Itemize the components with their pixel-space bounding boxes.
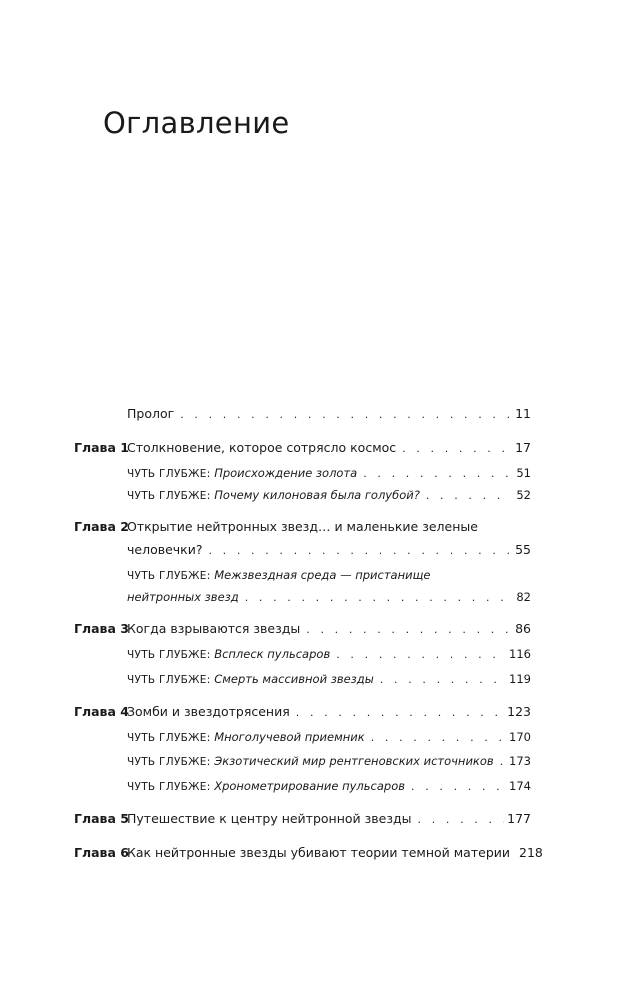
sub-title: Хронометрирование пульсаров [214,779,406,793]
toc-entry-row [127,438,531,459]
sub-label: ЧУТЬ ГЛУБЖЕ: [127,781,211,793]
entry-title [127,463,357,484]
toc-entry-row [127,404,531,425]
page-title: Оглавление [103,106,290,140]
toc-entry-row [127,463,531,484]
dot-leader [306,620,512,640]
chapter-label: Глава 4 [74,704,129,719]
toc-entry-chapter-3[interactable] [0,619,644,639]
chapter-label: Глава 5 [74,811,129,826]
page-number: 82 [516,590,531,604]
toc-entry-row [127,669,531,690]
dot-leader [180,405,512,425]
entry-title [127,669,374,690]
toc-entry-row [127,565,531,586]
toc-entry-chapter-2-cont[interactable] [0,540,644,560]
toc-entry-chapter-6[interactable] [0,843,644,863]
toc-entry-row [127,776,531,797]
toc-subentry[interactable] [0,463,644,483]
toc-subentry[interactable] [0,669,644,689]
toc-entry-row [127,587,531,608]
toc-entry-row [127,540,531,561]
toc-subentry[interactable] [0,776,644,796]
toc-entry-chapter-4[interactable] [0,702,644,722]
entry-title: Зомби и звездотрясения [127,704,290,719]
sub-label: ЧУТЬ ГЛУБЖЕ: [127,674,211,686]
page-number: 123 [507,704,531,719]
toc-entry-row [127,843,543,864]
sub-label: ЧУТЬ ГЛУБЖЕ: [127,732,211,744]
dot-leader [500,752,506,772]
sub-label: ЧУТЬ ГЛУБЖЕ: [127,468,211,480]
toc-entry-row [127,727,531,748]
toc-subentry[interactable] [0,485,644,505]
sub-title-line1: Межзвездная среда — пристанище [214,568,431,582]
toc-entry-row [127,644,531,665]
toc-entry-chapter-1[interactable] [0,438,644,458]
toc-subentry[interactable] [0,565,644,585]
entry-title [127,751,494,772]
dot-leader [380,670,506,690]
sub-title: Всплеск пульсаров [214,647,331,661]
page-number: 11 [515,406,531,421]
dot-leader [336,645,506,665]
entry-title: Пролог [127,406,175,421]
sub-title: Почему килоновая была голубой? [214,488,420,502]
page-number: 17 [515,440,531,455]
sub-title: нейтронных звезд [127,590,239,604]
dot-leader [245,588,512,608]
chapter-label: Глава 2 [74,519,129,534]
chapter-label: Глава 1 [74,440,129,455]
dot-leader [418,810,505,830]
page-number: 170 [509,730,531,744]
dot-leader [363,464,512,484]
entry-title [127,727,365,748]
toc-entry-row [127,809,531,830]
entry-title: Как нейтронные звезды убивают теории темной материи [127,845,510,860]
sub-title: Происхождение золота [214,466,358,480]
dot-leader [402,439,512,459]
sub-label: ЧУТЬ ГЛУБЖЕ: [127,490,211,502]
page-number: 51 [516,466,531,480]
dot-leader [411,777,506,797]
toc-subentry[interactable] [0,751,644,771]
toc-entry-row [127,751,531,772]
toc-subentry[interactable] [0,727,644,747]
toc-subentry-cont[interactable] [0,587,644,607]
toc-entry-row [127,485,531,506]
toc-entry-row [127,517,531,537]
sub-label: ЧУТЬ ГЛУБЖЕ: [127,649,211,661]
chapter-label: Глава 3 [74,621,129,636]
toc-subentry[interactable] [0,644,644,664]
sub-title: Экзотический мир рентгеновских источников [214,754,494,768]
page-number: 86 [515,621,531,636]
sub-title: Смерть массивной звезды [214,672,374,686]
page-number: 116 [509,647,531,661]
entry-title: Когда взрываются звезды [127,621,301,636]
dot-leader [208,541,512,561]
entry-title: Путешествие к центру нейтронной звезды [127,811,412,826]
entry-title: человечки? [127,542,203,557]
dot-leader [426,486,512,506]
page-number: 177 [507,811,531,826]
dot-leader [296,703,504,723]
entry-title-line1 [127,565,431,586]
entry-title [127,644,330,665]
entry-title-line1: Открытие нейтронных звезд… и маленькие зеленые [127,519,478,534]
entry-title: Столкновение, которое сотрясло космос [127,440,397,455]
page-number: 218 [519,845,543,860]
page-number: 52 [516,488,531,502]
page-number: 55 [515,542,531,557]
toc-entry-chapter-5[interactable] [0,809,644,829]
sub-label: ЧУТЬ ГЛУБЖЕ: [127,570,211,582]
entry-title [127,776,405,797]
page-number: 174 [509,779,531,793]
chapter-label: Глава 6 [74,845,129,860]
toc-entry-chapter-2[interactable] [0,517,644,537]
page-number: 173 [509,754,531,768]
dot-leader [371,728,506,748]
entry-title [127,485,420,506]
page-number: 119 [509,672,531,686]
toc-entry-row [127,619,531,640]
sub-label: ЧУТЬ ГЛУБЖЕ: [127,756,211,768]
toc-entry-row [127,702,531,723]
toc-entry-prologue[interactable] [0,404,644,424]
sub-title: Многолучевой приемник [214,730,365,744]
